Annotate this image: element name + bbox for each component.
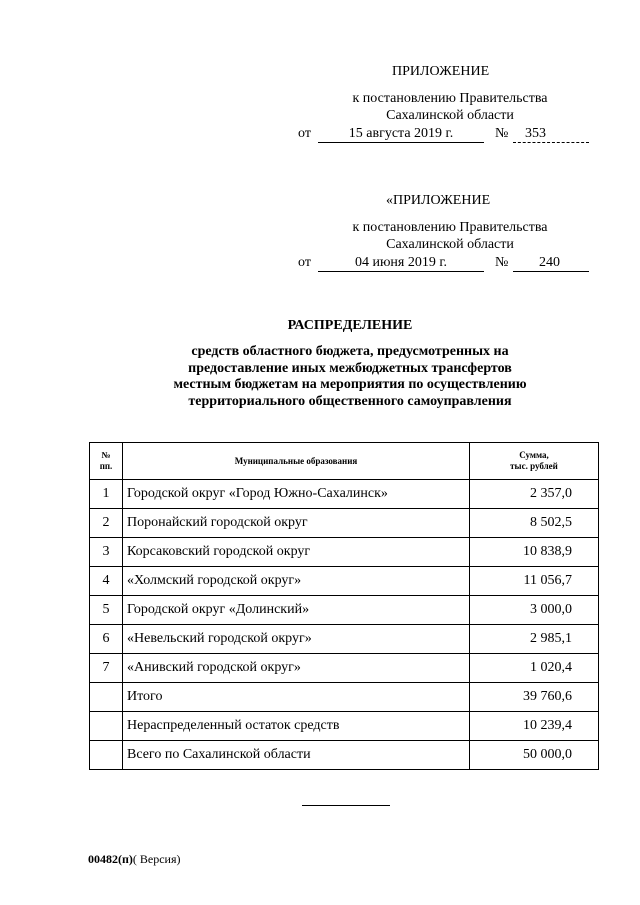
row-num — [90, 683, 123, 712]
row-sum: 8 502,5 — [470, 509, 599, 538]
document-code-bold: 00482(п) — [88, 852, 133, 866]
resolution-number-2: 240 — [513, 255, 589, 272]
appendix-title-2: «ПРИЛОЖЕНИЕ — [386, 193, 491, 208]
subtitle-line: местным бюджетам на мероприятия по осуществлению — [173, 377, 527, 392]
row-municipality: Корсаковский городской округ — [123, 538, 470, 567]
document-subtitle — [150, 344, 550, 410]
resolution-line-2b: Сахалинской области — [386, 237, 514, 252]
header-num: № пп. — [90, 443, 123, 480]
subtitle-line: средств областного бюджета, предусмотренных на — [191, 344, 509, 359]
row-sum: 1 020,4 — [470, 654, 599, 683]
row-num: 7 — [90, 654, 123, 683]
table-row — [90, 625, 599, 654]
row-sum: 3 000,0 — [470, 596, 599, 625]
row-num: 4 — [90, 567, 123, 596]
appendix-title-1: ПРИЛОЖЕНИЕ — [392, 64, 490, 79]
row-municipality: «Невельский городской округ» — [123, 625, 470, 654]
row-sum: 10 239,4 — [470, 712, 599, 741]
row-num: 3 — [90, 538, 123, 567]
header-municipality: Муниципальные образования — [123, 443, 470, 480]
document-code — [88, 852, 181, 866]
table-row — [90, 567, 599, 596]
resolution-number-1: 353 — [513, 126, 589, 143]
distribution-table — [89, 442, 599, 770]
from-label-1: от — [298, 126, 311, 141]
row-sum: 2 985,1 — [470, 625, 599, 654]
from-label-2: от — [298, 255, 311, 270]
header-sum: Сумма, тыс. рублей — [470, 443, 599, 480]
row-num — [90, 741, 123, 770]
table-row — [90, 480, 599, 509]
table-header-row — [90, 443, 599, 480]
document-code-rest: ( Версия) — [132, 852, 181, 866]
row-municipality: Городской округ «Долинский» — [123, 596, 470, 625]
row-num: 5 — [90, 596, 123, 625]
resolution-date-1: 15 августа 2019 г. — [318, 126, 484, 143]
resolution-date-2: 04 июня 2019 г. — [318, 255, 484, 272]
row-num: 1 — [90, 480, 123, 509]
row-municipality: Итого — [123, 683, 470, 712]
row-num: 2 — [90, 509, 123, 538]
resolution-line-2a: к постановлению Правительства — [352, 220, 548, 235]
row-municipality: Поронайский городской округ — [123, 509, 470, 538]
row-sum: 39 760,6 — [470, 683, 599, 712]
table-row-remainder — [90, 712, 599, 741]
row-sum: 10 838,9 — [470, 538, 599, 567]
document-title: РАСПРЕДЕЛЕНИЕ — [287, 318, 413, 333]
table-row — [90, 538, 599, 567]
table-row — [90, 596, 599, 625]
resolution-line-1a: к постановлению Правительства — [352, 91, 548, 106]
row-municipality: Всего по Сахалинской области — [123, 741, 470, 770]
number-label-1: № — [495, 126, 509, 141]
table-row — [90, 654, 599, 683]
row-municipality: Нераспределенный остаток средств — [123, 712, 470, 741]
number-label-2: № — [495, 255, 509, 270]
table-row-subtotal — [90, 683, 599, 712]
subtitle-line: предоставление иных межбюджетных трансфертов — [188, 360, 512, 376]
row-sum: 2 357,0 — [470, 480, 599, 509]
table-row-total — [90, 741, 599, 770]
row-sum: 50 000,0 — [470, 741, 599, 770]
row-municipality: «Анивский городской округ» — [123, 654, 470, 683]
row-municipality: Городской округ «Город Южно-Сахалинск» — [123, 480, 470, 509]
closing-divider — [302, 805, 390, 806]
table-row — [90, 509, 599, 538]
row-sum: 11 056,7 — [470, 567, 599, 596]
row-num — [90, 712, 123, 741]
row-num: 6 — [90, 625, 123, 654]
resolution-line-1b: Сахалинской области — [386, 108, 514, 123]
subtitle-line: территориального общественного самоуправления — [188, 393, 512, 409]
row-municipality: «Холмский городской округ» — [123, 567, 470, 596]
